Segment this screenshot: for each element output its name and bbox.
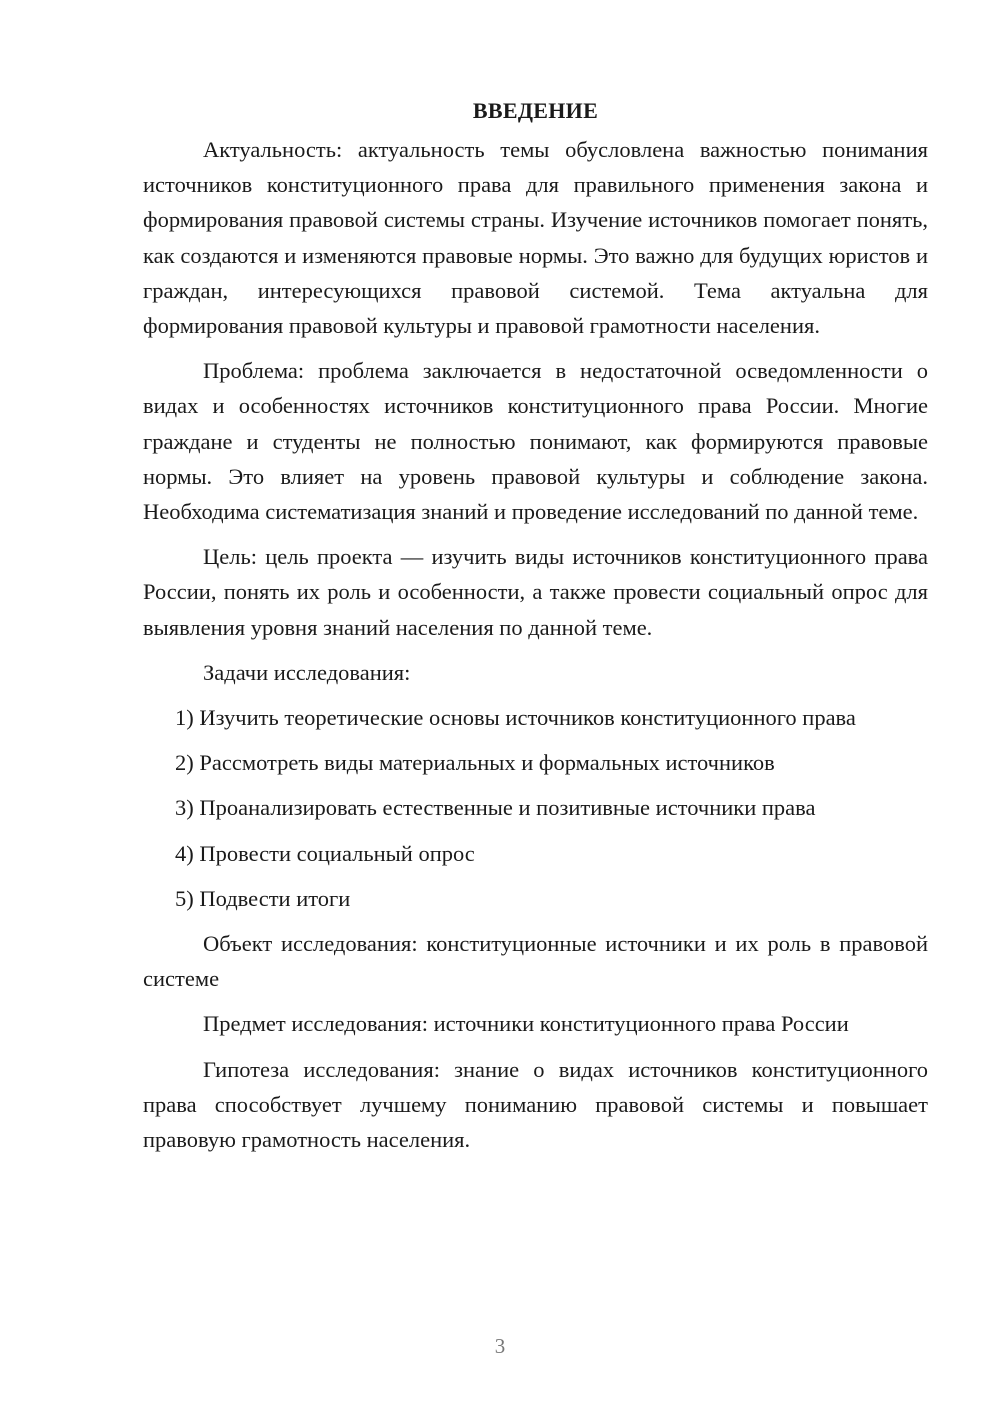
goal-paragraph: Цель: цель проекта — изучить виды источников конституционного права России, понять их роль и особенности, а также провести социальный опрос для выявления уровня знаний населения по данной теме.: [143, 544, 928, 640]
task-item: 2) Рассмотреть виды материальных и формальных источников: [175, 750, 775, 776]
document-page: [143, 96, 928, 1167]
problem-paragraph: Проблема: проблема заключается в недостаточной осведомленности о видах и особенностях источников конституционного права России. Многие граждане и студенты не полностью понимают, как формируются правовые нормы. Это влияет на уровень правовой культуры и соблюдение закона. Необходима систематизация знаний и проведение исследований по данной теме.: [143, 358, 928, 525]
tasks-heading: Задачи исследования:: [203, 659, 411, 685]
task-item: 3) Проанализировать естественные и позитивные источники права: [175, 795, 816, 821]
subject-paragraph: Предмет исследования: источники конституционного права России: [203, 1011, 849, 1037]
relevance-paragraph: Актуальность: актуальность темы обусловлена важностью понимания источников конституционного права для правильного применения закона и формирования правовой системы страны. Изучение источников помогает понять, как создаются и изменяются правовые нормы. Это важно для будущих юристов и граждан, интересующихся правовой системой. Тема актуальна для формирования правовой культуры и правовой грамотности населения.: [143, 137, 928, 339]
section-heading: ВВЕДЕНИЕ: [472, 98, 599, 123]
task-item: 5) Подвести итоги: [175, 885, 351, 911]
page-number: 3: [494, 1334, 506, 1358]
task-item: 4) Провести социальный опрос: [175, 840, 475, 866]
hypothesis-paragraph: Гипотеза исследования: знание о видах источников конституционного права способствует лучшему пониманию правовой системы и повышает правовую грамотность населения.: [143, 1056, 928, 1153]
object-paragraph: Объект исследования: конституционные источники и их роль в правовой системе: [143, 931, 928, 992]
task-item: 1) Изучить теоретические основы источников конституционного права: [175, 705, 856, 731]
